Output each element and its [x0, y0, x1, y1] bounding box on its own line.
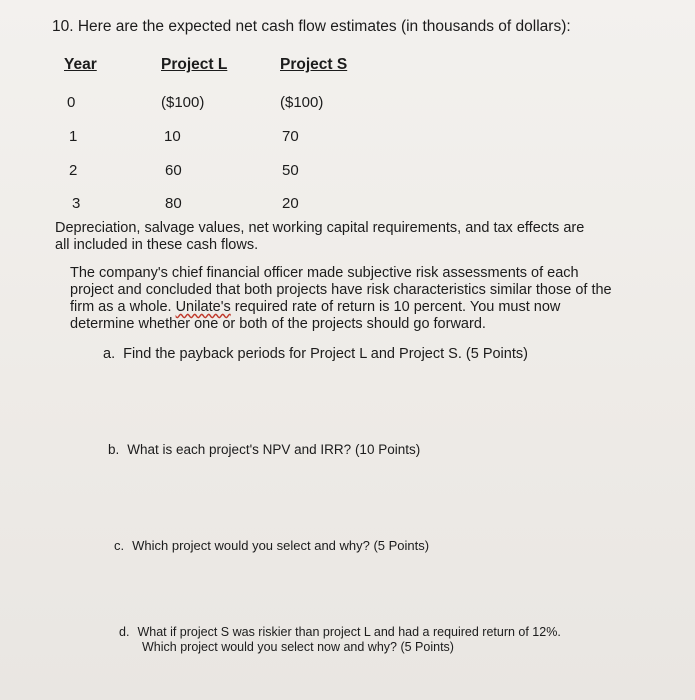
- project-s-cell: 70: [282, 128, 299, 145]
- paragraph-line: Depreciation, salvage values, net working capital requirements, and tax effects are: [55, 220, 585, 236]
- header-project-l: Project L: [161, 56, 228, 73]
- question-letter: b.: [108, 442, 120, 457]
- paragraph-line: project and concluded that both projects have risk characteristics similar those of the: [70, 282, 612, 298]
- project-s-cell: 20: [282, 195, 299, 212]
- project-l-cell: 10: [164, 128, 181, 145]
- project-l-cell: 60: [165, 162, 182, 179]
- question-text: Which project would you select now and why? (5 Points): [142, 640, 454, 654]
- question-text: Find the payback periods for Project L and Project S. (5 Points): [123, 346, 528, 362]
- question-d: [119, 625, 561, 655]
- paragraph-line: determine whether one or both of the projects should go forward.: [70, 316, 486, 332]
- risk-paragraph: [70, 265, 612, 333]
- year-cell: 1: [69, 128, 78, 145]
- question-letter: d.: [119, 625, 130, 639]
- header-year: Year: [64, 56, 97, 73]
- question-letter: a.: [103, 346, 116, 362]
- project-l-cell: 80: [165, 195, 182, 212]
- misspelled-word: Unilate's: [175, 299, 231, 315]
- paragraph-line: firm as a whole. Unilate's required rate of return is 10 percent. You must now: [70, 299, 561, 315]
- question-b: [108, 442, 420, 457]
- question-c: [114, 538, 429, 553]
- question-letter: c.: [114, 538, 125, 553]
- header-project-s: Project S: [280, 56, 348, 73]
- problem-title: 10. Here are the expected net cash flow estimates (in thousands of dollars):: [52, 18, 571, 35]
- project-l-cell: ($100): [161, 94, 205, 111]
- question-text: What is each project's NPV and IRR? (10 Points): [127, 442, 421, 457]
- paragraph-line: The company's chief financial officer made subjective risk assessments of each: [70, 265, 579, 281]
- project-s-cell: 50: [282, 162, 299, 179]
- question-text: Which project would you select and why? (5 Points): [132, 538, 430, 553]
- year-cell: 2: [69, 162, 78, 179]
- year-cell: 3: [72, 195, 81, 212]
- project-s-cell: ($100): [280, 94, 324, 111]
- question-line: [119, 625, 561, 640]
- question-a: [103, 346, 528, 362]
- question-text: What if project S was riskier than project L and had a required return of 12%.: [137, 625, 561, 639]
- assumptions-paragraph: [55, 220, 584, 254]
- paragraph-line: all included in these cash flows.: [55, 237, 259, 253]
- year-cell: 0: [67, 94, 76, 111]
